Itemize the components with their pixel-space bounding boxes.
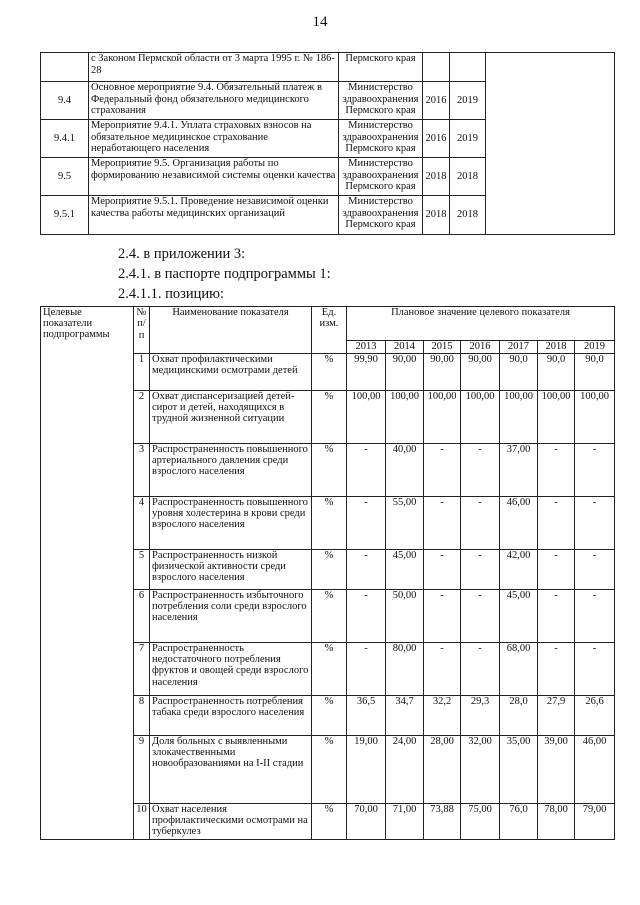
indicator-value: 24,00	[386, 735, 424, 803]
measure-executor: Министерство здравоохранения Пермского края	[339, 158, 423, 196]
measure-end-year: 2018	[450, 196, 486, 235]
measure-name: Основное мероприятие 9.4. Обязательный платеж в Федеральный фонд обязательного медицинского страхования	[89, 82, 339, 120]
indicator-value: -	[424, 589, 461, 642]
measure-start-year: 2018	[423, 158, 450, 196]
indicator-value: 99,90	[347, 353, 386, 390]
indicator-value: 29,3	[461, 695, 500, 735]
header-year: 2019	[575, 340, 615, 353]
measure-number: 9.5.1	[41, 196, 89, 235]
indicator-value: 90,00	[424, 353, 461, 390]
measure-end-year	[450, 53, 486, 82]
indicator-value: -	[424, 642, 461, 695]
header-year: 2014	[386, 340, 424, 353]
indicator-value: 68,00	[500, 642, 538, 695]
page-number: 14	[312, 14, 328, 30]
section-label-cell	[41, 307, 134, 341]
indicator-unit: %	[312, 549, 347, 589]
measure-start-year	[423, 53, 450, 82]
indicator-value: 79,00	[575, 803, 615, 839]
measure-name: Мероприятие 9.4.1. Уплата страховых взносов на обязательное медицинское страхование неработающего населения	[89, 120, 339, 158]
indicator-number: 4	[134, 496, 150, 549]
section-label: Целевые показатели подпрограммы	[43, 307, 110, 340]
indicator-unit: %	[312, 353, 347, 390]
paragraph-appendix: 2.4. в приложении 3:	[118, 246, 246, 262]
indicator-row	[41, 496, 615, 549]
indicator-value: 100,00	[424, 390, 461, 443]
indicator-value: 73,88	[424, 803, 461, 839]
indicator-name: Распространенность недостаточного потребления фруктов и овощей среди взрослого населения	[150, 642, 312, 695]
indicator-value: -	[347, 496, 386, 549]
indicator-value: 27,9	[538, 695, 575, 735]
measure-name: с Законом Пермской области от 3 марта 1995 г. № 186-28	[89, 53, 339, 82]
indicator-row	[41, 642, 615, 695]
indicator-unit: %	[312, 642, 347, 695]
indicator-value: 19,00	[347, 735, 386, 803]
indicator-value: -	[461, 443, 500, 496]
indicator-value: -	[575, 443, 615, 496]
indicator-value: 32,00	[461, 735, 500, 803]
indicator-value: 28,0	[500, 695, 538, 735]
indicator-value: 71,00	[386, 803, 424, 839]
indicator-row	[41, 353, 615, 390]
indicator-number: 5	[134, 549, 150, 589]
indicator-value: 90,00	[461, 353, 500, 390]
section-label-spacer	[41, 549, 134, 589]
indicator-name: Распространенность повышенного артериального давления среди взрослого населения	[150, 443, 312, 496]
indicator-value: -	[538, 443, 575, 496]
indicator-row	[41, 735, 615, 803]
section-label-spacer	[41, 589, 134, 642]
blank-column	[486, 53, 615, 235]
indicator-unit: %	[312, 735, 347, 803]
indicator-name: Охват населения профилактическими осмотрами на туберкулез	[150, 803, 312, 839]
indicator-value: 46,00	[575, 735, 615, 803]
header-name: Наименование показателя	[150, 307, 312, 354]
indicator-value: 26,6	[575, 695, 615, 735]
section-label-spacer	[41, 443, 134, 496]
indicator-value: 35,00	[500, 735, 538, 803]
indicator-value: 70,00	[347, 803, 386, 839]
indicator-value: -	[575, 549, 615, 589]
measure-start-year: 2018	[423, 196, 450, 235]
indicator-number: 9	[134, 735, 150, 803]
indicator-value: 50,00	[386, 589, 424, 642]
section-label-spacer	[41, 353, 134, 390]
indicator-value: -	[461, 496, 500, 549]
indicator-unit: %	[312, 443, 347, 496]
indicator-value: 40,00	[386, 443, 424, 496]
indicator-number: 8	[134, 695, 150, 735]
indicator-value: 37,00	[500, 443, 538, 496]
indicator-value: -	[575, 496, 615, 549]
header-year: 2016	[461, 340, 500, 353]
indicator-value: -	[461, 549, 500, 589]
indicator-value: -	[575, 642, 615, 695]
measure-number: 9.4.1	[41, 120, 89, 158]
measure-executor: Пермского края	[339, 53, 423, 82]
indicator-value: 80,00	[386, 642, 424, 695]
measure-start-year: 2016	[423, 120, 450, 158]
indicator-value: -	[538, 589, 575, 642]
header-year: 2018	[538, 340, 575, 353]
measure-end-year: 2019	[450, 120, 486, 158]
indicator-row	[41, 589, 615, 642]
indicator-row	[41, 803, 615, 839]
indicator-name: Доля больных с выявленными злокачественными новообразованиями на I-II стадии	[150, 735, 312, 803]
indicator-name: Охват диспансеризацией детей-сирот и детей, находящихся в трудной жизненной ситуации	[150, 390, 312, 443]
measure-end-year: 2019	[450, 82, 486, 120]
indicator-value: 32,2	[424, 695, 461, 735]
indicator-number: 10	[134, 803, 150, 839]
measure-number: 9.4	[41, 82, 89, 120]
indicator-name: Распространенность низкой физической активности среди взрослого населения	[150, 549, 312, 589]
measure-end-year: 2018	[450, 158, 486, 196]
indicator-value: 100,00	[461, 390, 500, 443]
indicator-unit: %	[312, 695, 347, 735]
measure-number: 9.5	[41, 158, 89, 196]
indicator-value: 90,0	[575, 353, 615, 390]
indicator-value: 78,00	[538, 803, 575, 839]
indicator-unit: %	[312, 390, 347, 443]
indicator-value: 55,00	[386, 496, 424, 549]
indicator-value: 90,0	[538, 353, 575, 390]
indicator-number: 7	[134, 642, 150, 695]
paragraph-passport: 2.4.1. в паспорте подпрограммы 1:	[118, 266, 331, 282]
indicator-value: -	[347, 443, 386, 496]
measure-name: Мероприятие 9.5.1. Проведение независимой оценки качества работы медицинских организаций	[89, 196, 339, 235]
header-unit: Ед. изм.	[312, 307, 347, 354]
measure-executor: Министерство здравоохранения Пермского края	[339, 82, 423, 120]
indicator-value: 36,5	[347, 695, 386, 735]
indicator-value: 45,00	[386, 549, 424, 589]
indicator-value: -	[461, 589, 500, 642]
indicator-value: -	[538, 496, 575, 549]
indicator-value: -	[538, 642, 575, 695]
header-year: 2015	[424, 340, 461, 353]
indicator-value: 34,7	[386, 695, 424, 735]
section-label-spacer	[41, 496, 134, 549]
indicator-unit: %	[312, 496, 347, 549]
indicator-row	[41, 443, 615, 496]
header-year: 2013	[347, 340, 386, 353]
indicator-value: 28,00	[424, 735, 461, 803]
measure-number	[41, 53, 89, 82]
measure-executor: Министерство здравоохранения Пермского края	[339, 196, 423, 235]
section-label-spacer	[41, 695, 134, 735]
indicator-value: 75,00	[461, 803, 500, 839]
indicator-number: 3	[134, 443, 150, 496]
indicator-value: -	[538, 549, 575, 589]
measures-table	[40, 52, 615, 235]
indicator-value: 45,00	[500, 589, 538, 642]
measure-executor: Министерство здравоохранения Пермского края	[339, 120, 423, 158]
indicator-number: 2	[134, 390, 150, 443]
indicator-value: 100,00	[538, 390, 575, 443]
indicator-value: -	[347, 549, 386, 589]
indicator-value: -	[424, 496, 461, 549]
indicator-row	[41, 390, 615, 443]
indicator-value: 90,00	[386, 353, 424, 390]
indicator-value: 100,00	[347, 390, 386, 443]
indicator-name: Распространенность потребления табака среди взрослого населения	[150, 695, 312, 735]
indicator-value: 100,00	[386, 390, 424, 443]
indicator-value: -	[424, 443, 461, 496]
header-plan: Плановое значение целевого показателя	[347, 307, 615, 341]
section-label-spacer	[41, 803, 134, 839]
indicator-row	[41, 549, 615, 589]
indicator-number: 6	[134, 589, 150, 642]
indicator-number: 1	[134, 353, 150, 390]
indicator-name: Распространенность повышенного уровня холестерина в крови среди взрослого населения	[150, 496, 312, 549]
indicator-row	[41, 695, 615, 735]
measure-start-year: 2016	[423, 82, 450, 120]
indicator-value: -	[461, 642, 500, 695]
section-label-spacer	[41, 642, 134, 695]
header-num: № п/п	[134, 307, 150, 354]
indicator-unit: %	[312, 803, 347, 839]
indicator-value: 90,0	[500, 353, 538, 390]
indicator-value: 100,00	[575, 390, 615, 443]
measure-name: Мероприятие 9.5. Организация работы по формированию независимой системы оценки качества	[89, 158, 339, 196]
indicator-value: 39,00	[538, 735, 575, 803]
indicator-value: -	[347, 589, 386, 642]
target-indicators-table	[40, 306, 615, 840]
header-year: 2017	[500, 340, 538, 353]
indicator-value: 76,0	[500, 803, 538, 839]
indicator-name: Распространенность избыточного потребления соли среди взрослого населения	[150, 589, 312, 642]
indicator-value: 46,00	[500, 496, 538, 549]
section-label-spacer	[41, 340, 134, 353]
indicator-value: -	[424, 549, 461, 589]
paragraph-position: 2.4.1.1. позицию:	[118, 286, 225, 302]
indicator-value: -	[575, 589, 615, 642]
section-label-spacer	[41, 390, 134, 443]
indicator-value: -	[347, 642, 386, 695]
section-label-spacer	[41, 735, 134, 803]
indicator-name: Охват профилактическими медицинскими осмотрами детей	[150, 353, 312, 390]
measure-row	[41, 53, 615, 82]
indicator-value: 42,00	[500, 549, 538, 589]
indicator-unit: %	[312, 589, 347, 642]
indicator-value: 100,00	[500, 390, 538, 443]
